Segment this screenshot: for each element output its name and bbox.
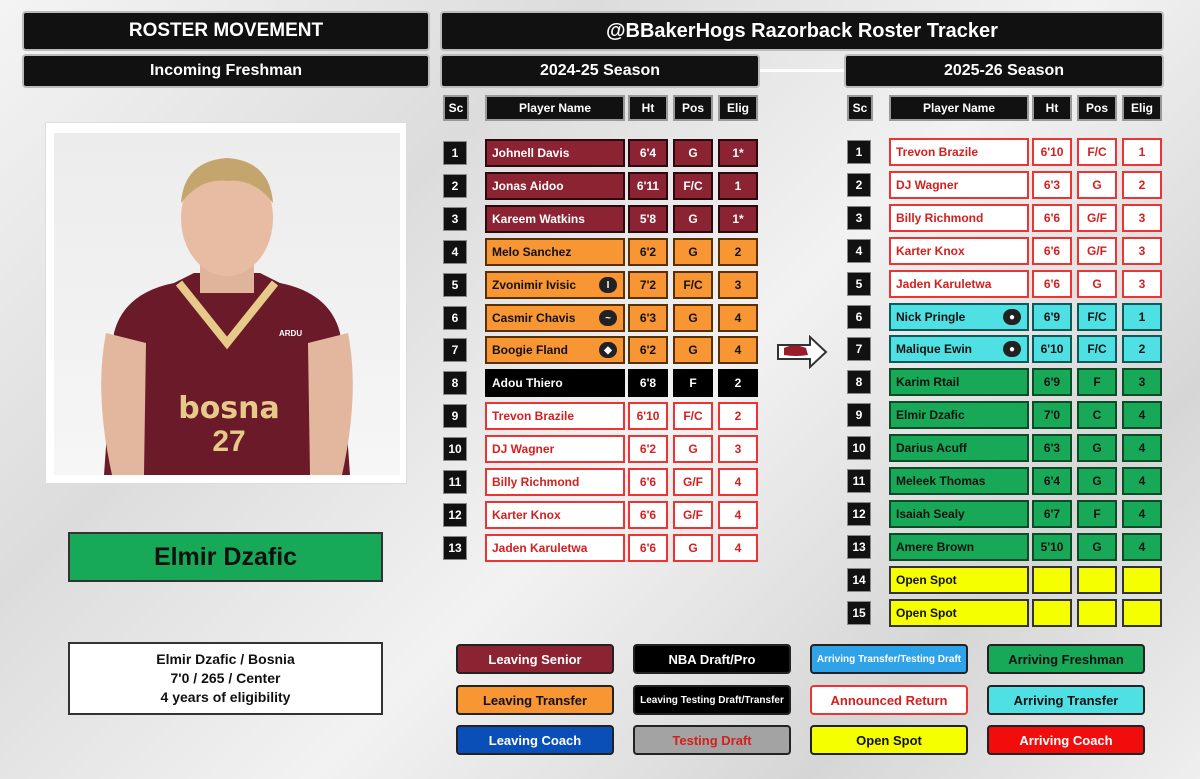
school-logo-icon: ●: [1003, 341, 1021, 357]
player-height: 6'2: [628, 336, 668, 364]
player-name-cell: [889, 566, 1029, 594]
player-name: Karter Knox: [896, 244, 965, 258]
player-height: 6'9: [1032, 303, 1072, 331]
player-position: F/C: [1077, 303, 1117, 331]
column-header-sc: Sc: [443, 95, 469, 121]
season-2025-26-header: 2025-26 Season: [844, 54, 1164, 88]
legend-item: Open Spot: [810, 725, 968, 755]
info-line-country: Elmir Dzafic / Bosnia: [156, 651, 295, 667]
row-seat-number: 5: [443, 273, 467, 297]
player-eligibility: 3: [718, 435, 758, 463]
legend-item: Arriving Transfer/Testing Draft: [810, 644, 968, 674]
row-seat-number: 10: [443, 437, 467, 461]
player-name-cell: [485, 402, 625, 430]
player-eligibility: 4: [718, 534, 758, 562]
player-position: C: [1077, 401, 1117, 429]
player-position: G: [673, 435, 713, 463]
player-height: 6'2: [628, 435, 668, 463]
column-header-sc: Sc: [847, 95, 873, 121]
player-position: G: [673, 534, 713, 562]
player-name-cell: [889, 500, 1029, 528]
legend-item: Testing Draft: [633, 725, 791, 755]
row-seat-number: 5: [847, 272, 871, 296]
season-2024-25-header: 2024-25 Season: [440, 54, 760, 88]
player-name: Billy Richmond: [492, 475, 580, 489]
legend-item: Announced Return: [810, 685, 968, 715]
row-seat-number: 12: [847, 502, 871, 526]
player-name: Melo Sanchez: [492, 245, 572, 259]
player-name: Trevon Brazile: [896, 145, 979, 159]
row-seat-number: 2: [847, 173, 871, 197]
row-seat-number: 1: [443, 141, 467, 165]
player-eligibility: 1: [1122, 138, 1162, 166]
player-name: Adou Thiero: [492, 376, 563, 390]
player-name-cell: [889, 237, 1029, 265]
player-name: Billy Richmond: [896, 211, 984, 225]
player-name-cell: [485, 468, 625, 496]
player-name: Jaden Karuletwa: [896, 277, 992, 291]
player-name: DJ Wagner: [896, 178, 959, 192]
row-seat-number: 3: [847, 206, 871, 230]
row-seat-number: 13: [847, 535, 871, 559]
player-name-cell: [485, 304, 625, 332]
player-height: 6'3: [1032, 171, 1072, 199]
school-logo-icon: ◆: [599, 342, 617, 358]
player-name: Casmir Chavis: [492, 311, 576, 325]
roster-movement-header: ROSTER MOVEMENT: [22, 11, 430, 51]
player-eligibility: 2: [1122, 335, 1162, 363]
player-position: G: [1077, 171, 1117, 199]
player-height: 6'10: [1032, 335, 1072, 363]
player-height: 6'8: [628, 369, 668, 397]
player-position: G/F: [1077, 204, 1117, 232]
player-eligibility: 1: [1122, 303, 1162, 331]
row-seat-number: 12: [443, 503, 467, 527]
player-name-cell: [889, 204, 1029, 232]
player-position: G: [673, 139, 713, 167]
legend-item: Arriving Transfer: [987, 685, 1145, 715]
legend-item: Leaving Testing Draft/Transfer: [633, 685, 791, 715]
featured-player-name: Elmir Dzafic: [68, 532, 383, 582]
player-eligibility: 1*: [718, 205, 758, 233]
player-eligibility: 4: [1122, 401, 1162, 429]
player-height: [1032, 599, 1072, 627]
legend-item: Arriving Coach: [987, 725, 1145, 755]
player-position: F/C: [673, 271, 713, 299]
player-height: 7'2: [628, 271, 668, 299]
player-name-cell: [485, 238, 625, 266]
school-logo-icon: I: [599, 277, 617, 293]
school-logo-icon: ~: [599, 310, 617, 326]
player-eligibility: 3: [1122, 237, 1162, 265]
jersey-number: 27: [212, 425, 246, 458]
season-connector-line: [760, 69, 844, 72]
player-position: F: [1077, 500, 1117, 528]
player-position: [1077, 566, 1117, 594]
player-name: Isaiah Sealy: [896, 507, 965, 521]
player-position: [1077, 599, 1117, 627]
player-eligibility: 4: [1122, 533, 1162, 561]
player-name: Karter Knox: [492, 508, 561, 522]
player-name: Kareem Watkins: [492, 212, 585, 226]
player-name-cell: [889, 270, 1029, 298]
column-header-name: Player Name: [889, 95, 1029, 121]
player-position: F: [1077, 368, 1117, 396]
row-seat-number: 1: [847, 140, 871, 164]
player-name: Darius Acuff: [896, 441, 967, 455]
player-eligibility: 2: [718, 402, 758, 430]
column-header-eligibility: Elig: [1122, 95, 1162, 121]
razorback-arrow-icon: [776, 335, 828, 374]
row-seat-number: 10: [847, 436, 871, 460]
tracker-title: @BBakerHogs Razorback Roster Tracker: [440, 11, 1164, 51]
player-name: Jaden Karuletwa: [492, 541, 588, 555]
player-eligibility: 3: [1122, 204, 1162, 232]
player-height: 6'7: [1032, 500, 1072, 528]
player-eligibility: [1122, 566, 1162, 594]
player-name: Elmir Dzafic: [896, 408, 965, 422]
row-seat-number: 9: [847, 403, 871, 427]
player-height: 7'0: [1032, 401, 1072, 429]
player-eligibility: 3: [718, 271, 758, 299]
player-name-cell: [485, 501, 625, 529]
row-seat-number: 8: [847, 370, 871, 394]
player-name: Amere Brown: [896, 540, 975, 554]
player-height: 6'3: [628, 304, 668, 332]
player-height: 5'8: [628, 205, 668, 233]
player-name-cell: [889, 467, 1029, 495]
row-seat-number: 9: [443, 404, 467, 428]
row-seat-number: 6: [443, 306, 467, 330]
player-name-cell: [485, 172, 625, 200]
player-name: Malique Ewin: [896, 342, 973, 356]
player-name-cell: [889, 303, 1029, 331]
row-seat-number: 7: [847, 337, 871, 361]
school-logo-icon: ●: [1003, 309, 1021, 325]
row-seat-number: 14: [847, 568, 871, 592]
player-name: Open Spot: [896, 606, 957, 620]
player-position: G: [1077, 434, 1117, 462]
column-header-height: Ht: [628, 95, 668, 121]
player-height: 6'9: [1032, 368, 1072, 396]
player-name-cell: [889, 335, 1029, 363]
player-position: G: [673, 336, 713, 364]
player-name-cell: [485, 369, 625, 397]
player-name-cell: [889, 138, 1029, 166]
player-name-cell: [889, 171, 1029, 199]
player-name-cell: [485, 271, 625, 299]
player-eligibility: 4: [718, 468, 758, 496]
player-name: Nick Pringle: [896, 310, 966, 324]
row-seat-number: 8: [443, 371, 467, 395]
player-height: 6'2: [628, 238, 668, 266]
player-position: F/C: [673, 402, 713, 430]
player-height: 6'6: [1032, 237, 1072, 265]
player-position: F/C: [1077, 335, 1117, 363]
legend-item: Arriving Freshman: [987, 644, 1145, 674]
player-eligibility: 3: [1122, 270, 1162, 298]
column-header-eligibility: Elig: [718, 95, 758, 121]
row-seat-number: 6: [847, 305, 871, 329]
player-name: Karim Rtail: [896, 375, 960, 389]
incoming-freshman-subheader: Incoming Freshman: [22, 54, 430, 88]
player-eligibility: 2: [1122, 171, 1162, 199]
column-header-position: Pos: [673, 95, 713, 121]
player-height: 6'6: [628, 501, 668, 529]
player-height: 6'10: [628, 402, 668, 430]
player-eligibility: 4: [718, 501, 758, 529]
player-position: F/C: [673, 172, 713, 200]
player-eligibility: 2: [718, 238, 758, 266]
player-name: Jonas Aidoo: [492, 179, 564, 193]
legend-item: Leaving Coach: [456, 725, 614, 755]
row-seat-number: 11: [443, 470, 467, 494]
player-height: 5'10: [1032, 533, 1072, 561]
info-line-eligibility: 4 years of eligibility: [160, 689, 291, 705]
row-seat-number: 13: [443, 536, 467, 560]
player-eligibility: 4: [718, 304, 758, 332]
jersey-sponsor: ARDU: [279, 329, 303, 338]
player-name-cell: [485, 336, 625, 364]
player-photo: [45, 122, 407, 484]
player-name-cell: [889, 401, 1029, 429]
player-name-cell: [889, 434, 1029, 462]
player-eligibility: 4: [718, 336, 758, 364]
info-line-measurements: 7'0 / 265 / Center: [170, 670, 281, 686]
player-eligibility: 1*: [718, 139, 758, 167]
legend-item: Leaving Transfer: [456, 685, 614, 715]
column-header-name: Player Name: [485, 95, 625, 121]
player-height: 6'6: [1032, 270, 1072, 298]
player-name-cell: [485, 139, 625, 167]
player-position: G: [673, 238, 713, 266]
legend-item: NBA Draft/Pro: [633, 644, 791, 674]
player-name-cell: [485, 435, 625, 463]
row-seat-number: 4: [847, 239, 871, 263]
player-eligibility: 3: [1122, 368, 1162, 396]
legend-item: Leaving Senior: [456, 644, 614, 674]
player-position: G: [673, 205, 713, 233]
player-position: F/C: [1077, 138, 1117, 166]
jersey-text: bosna: [178, 391, 280, 426]
player-eligibility: 4: [1122, 434, 1162, 462]
player-position: G: [673, 304, 713, 332]
player-position: G: [1077, 467, 1117, 495]
player-name-cell: [889, 368, 1029, 396]
player-info-box: [68, 642, 383, 715]
player-position: G/F: [1077, 237, 1117, 265]
player-name-cell: [889, 533, 1029, 561]
column-header-position: Pos: [1077, 95, 1117, 121]
player-position: G: [1077, 270, 1117, 298]
row-seat-number: 4: [443, 240, 467, 264]
player-height: 6'6: [1032, 204, 1072, 232]
player-eligibility: 1: [718, 172, 758, 200]
player-name: Open Spot: [896, 573, 957, 587]
player-name: Johnell Davis: [492, 146, 570, 160]
player-height: 6'6: [628, 534, 668, 562]
player-height: 6'3: [1032, 434, 1072, 462]
player-position: G: [1077, 533, 1117, 561]
row-seat-number: 11: [847, 469, 871, 493]
player-name-cell: [485, 534, 625, 562]
row-seat-number: 2: [443, 174, 467, 198]
player-position: F: [673, 369, 713, 397]
row-seat-number: 15: [847, 601, 871, 625]
player-height: 6'4: [628, 139, 668, 167]
player-eligibility: [1122, 599, 1162, 627]
player-name: DJ Wagner: [492, 442, 555, 456]
player-height: 6'10: [1032, 138, 1072, 166]
player-height: 6'11: [628, 172, 668, 200]
column-header-height: Ht: [1032, 95, 1072, 121]
player-height: 6'4: [1032, 467, 1072, 495]
player-name: Boogie Fland: [492, 343, 568, 357]
row-seat-number: 7: [443, 338, 467, 362]
player-eligibility: 2: [718, 369, 758, 397]
player-name-cell: [485, 205, 625, 233]
player-name-cell: [889, 599, 1029, 627]
player-eligibility: 4: [1122, 500, 1162, 528]
player-height: [1032, 566, 1072, 594]
player-name: Trevon Brazile: [492, 409, 575, 423]
player-eligibility: 4: [1122, 467, 1162, 495]
player-position: G/F: [673, 501, 713, 529]
player-name: Meleek Thomas: [896, 474, 986, 488]
player-height: 6'6: [628, 468, 668, 496]
player-position: G/F: [673, 468, 713, 496]
row-seat-number: 3: [443, 207, 467, 231]
player-name: Zvonimir Ivisic: [492, 278, 577, 292]
